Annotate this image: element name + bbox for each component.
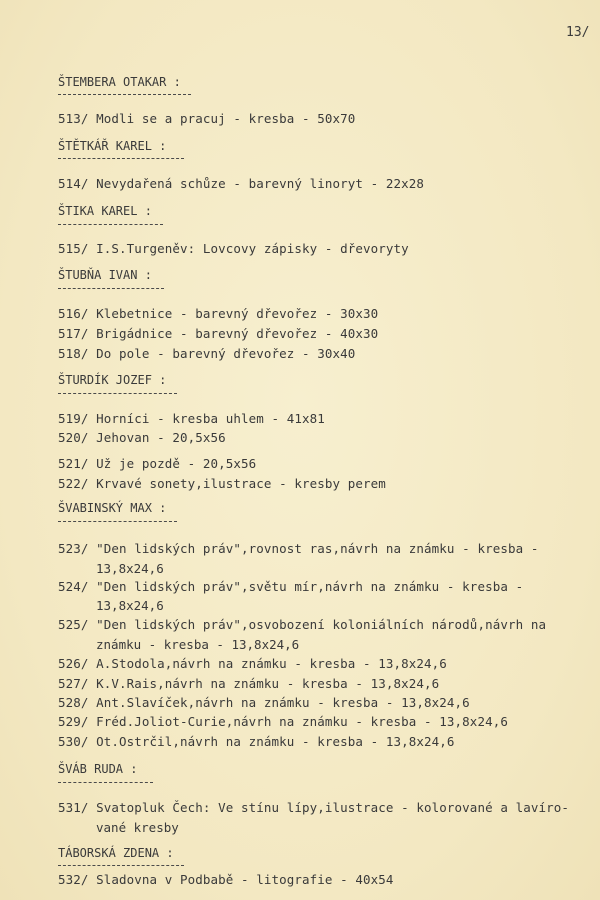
entry-number: 531/	[58, 800, 89, 815]
catalog-entry	[58, 676, 439, 691]
catalog-entry	[58, 734, 455, 749]
page-number: 13/	[566, 25, 590, 40]
entry-continuation: známku - kresba - 13,8x24,6	[96, 637, 300, 652]
catalog-entry	[58, 476, 386, 491]
entry-text: Brigádnice - barevný dřevořez - 40x30	[96, 326, 379, 341]
entry-text: Klebetnice - barevný dřevořez - 30x30	[96, 306, 379, 321]
entry-number: 516/	[58, 306, 89, 321]
entry-text: Ot.Ostrčil,návrh na známku - kresba - 13,8x24,6	[96, 734, 455, 749]
entry-text: Nevydařená schůze - barevný linoryt - 22x28	[96, 176, 425, 191]
artist-heading: ŠTURDÍK JOZEF :	[58, 373, 167, 387]
entry-text: I.S.Turgeněv: Lovcovy zápisky - dřevoryty	[96, 241, 409, 256]
catalog-entry	[58, 306, 378, 321]
entry-text: "Den lidských práv",osvobození koloniálních národů,návrh na	[96, 617, 547, 632]
entry-continuation: 13,8x24,6	[96, 598, 164, 613]
entry-text: K.V.Rais,návrh na známku - kresba - 13,8x24,6	[96, 676, 440, 691]
artist-heading: ŠTĚTKÁŘ KAREL :	[58, 139, 167, 153]
catalog-entry	[58, 241, 409, 256]
entry-number: 515/	[58, 241, 89, 256]
catalog-entry	[58, 430, 226, 445]
entry-number: 525/	[58, 617, 89, 632]
entry-text: Fréd.Joliot-Curie,návrh na známku - kresba - 13,8x24,6	[96, 714, 508, 729]
entry-number: 513/	[58, 111, 89, 126]
entry-text: Krvavé sonety,ilustrace - kresby perem	[96, 476, 386, 491]
catalog-entry	[58, 714, 508, 729]
artist-heading: ŠVÁB RUDA :	[58, 762, 138, 776]
artist-heading: TÁBORSKÁ ZDENA :	[58, 846, 174, 860]
entry-number: 517/	[58, 326, 89, 341]
entry-text: Jehovan - 20,5x56	[96, 430, 226, 445]
catalog-entry	[58, 800, 569, 815]
entry-number: 522/	[58, 476, 89, 491]
entry-number: 519/	[58, 411, 89, 426]
catalog-entry	[58, 456, 256, 471]
entry-number: 520/	[58, 430, 89, 445]
entry-text: Sladovna v Podbabě - litografie - 40x54	[96, 872, 394, 887]
heading-underline	[58, 94, 191, 95]
catalog-entry	[58, 656, 447, 671]
heading-underline	[58, 288, 164, 289]
entry-text: Horníci - kresba uhlem - 41x81	[96, 411, 325, 426]
entry-text: A.Stodola,návrh na známku - kresba - 13,8x24,6	[96, 656, 447, 671]
heading-underline	[58, 865, 184, 866]
entry-number: 529/	[58, 714, 89, 729]
entry-number: 518/	[58, 346, 89, 361]
entry-text: Svatopluk Čech: Ve stínu lípy,ilustrace - kolorované a lavíro-	[96, 800, 569, 815]
artist-heading: ŠTUBŇA IVAN :	[58, 268, 152, 282]
entry-text: Ant.Slavíček,návrh na známku - kresba - 13,8x24,6	[96, 695, 470, 710]
entry-number: 526/	[58, 656, 89, 671]
entry-number: 527/	[58, 676, 89, 691]
entry-number: 532/	[58, 872, 89, 887]
entry-continuation: 13,8x24,6	[96, 561, 164, 576]
catalog-entry	[58, 111, 355, 126]
entry-number: 523/	[58, 541, 89, 556]
catalog-entry	[58, 872, 394, 887]
entry-number: 524/	[58, 579, 89, 594]
entry-number: 528/	[58, 695, 89, 710]
catalog-entry	[58, 176, 424, 191]
catalog-entry	[58, 411, 325, 426]
entry-continuation: vané kresby	[96, 820, 179, 835]
entry-text: Do pole - barevný dřevořez - 30x40	[96, 346, 356, 361]
entry-number: 514/	[58, 176, 89, 191]
catalog-entry	[58, 326, 378, 341]
catalog-entry	[58, 695, 470, 710]
entry-text: "Den lidských práv",rovnost ras,návrh na známku - kresba -	[96, 541, 539, 556]
entry-text: Modli se a pracuj - kresba - 50x70	[96, 111, 356, 126]
entry-number: 530/	[58, 734, 89, 749]
heading-underline	[58, 782, 153, 783]
entry-text: "Den lidských práv",světu mír,návrh na známku - kresba -	[96, 579, 524, 594]
entry-text: Už je pozdě - 20,5x56	[96, 456, 257, 471]
catalog-entry	[58, 617, 546, 632]
entry-number: 521/	[58, 456, 89, 471]
catalog-entry	[58, 346, 355, 361]
heading-underline	[58, 393, 177, 394]
heading-underline	[58, 521, 177, 522]
artist-heading: ŠTEMBERA OTAKAR :	[58, 75, 181, 89]
heading-underline	[58, 158, 184, 159]
heading-underline	[58, 224, 163, 225]
artist-heading: ŠTIKA KAREL :	[58, 204, 152, 218]
catalog-entry	[58, 579, 523, 594]
artist-heading: ŠVABINSKÝ MAX :	[58, 501, 167, 515]
catalog-entry	[58, 541, 538, 556]
